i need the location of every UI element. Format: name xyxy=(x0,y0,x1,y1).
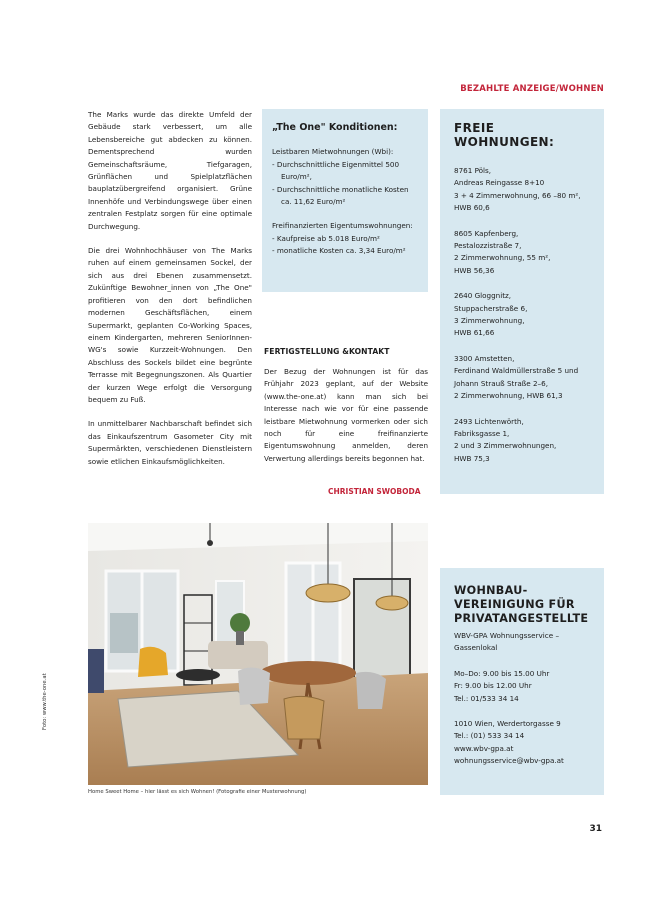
entry-line: 3 Zimmerwohnung, xyxy=(454,316,525,326)
entry-line: 3 + 4 Zimmerwohnung, 66 –80 m², xyxy=(454,190,581,200)
apartment-photo xyxy=(88,523,428,785)
paragraph: The Marks wurde das direkte Umfeld der Gebäude stark verbessert, um alle Lebensbereiche gut abdecken zu können. Dementsprechend wurden Gemeinschaftsräume, Tiefgaragen, Grünflächen und Spielplatzflächen bauplatzübergreifend organisiert. Grüne Innenhöfe und Verbindungswege über einen zentralen Festplatz sorgen für eine optimale Durchwegung. xyxy=(88,110,252,231)
photo-caption: Home Sweet Home – hier lässt es sich Wohnen! (Fotografie einer Musterwohnung) xyxy=(88,789,307,795)
free-flats-title: FREIE WOHNUNGEN: xyxy=(454,121,555,149)
entry-line: 8761 Pöls, xyxy=(454,166,492,175)
phone-line: Tel.: 01/533 34 14 xyxy=(454,693,519,703)
list-item xyxy=(454,353,590,403)
hours-line: Fr: 9.00 bis 12.00 Uhr xyxy=(454,681,532,691)
paragraph: Die drei Wohnhochhäuser von The Marks ruhen auf einem gemeinsamen Sockel, der sich aus drei Ebenen zusammensetzt. Zukünftige Bewohner_innen von „The One" profitieren von den dort befindlichen modernen Geschäftsflächen, einem Supermarkt, geplanten Co-Working Spaces, einem Kindergarten, mehreren SeniorInnen-WG's sowie Kurzzeit-Wohnungen. Den Abschluss des Sockels bildet eine begrünte Terrasse mit Begegnungszonen. Als Quartier der kurzen Wege erfolgt die Versorgung bequem zu Fuß. xyxy=(88,246,252,404)
conditions-title: „The One" Konditionen: xyxy=(272,122,398,133)
list-item xyxy=(454,416,590,466)
interior-illustration xyxy=(88,523,428,785)
address-line: 1010 Wien, Werdertorgasse 9 xyxy=(454,719,561,729)
website-link[interactable]: www.wbv-gpa.at xyxy=(454,743,514,753)
entry-line: 2 und 3 Zimmerwohnungen, xyxy=(454,441,557,451)
list-item xyxy=(454,165,590,215)
entry-line: Pestalozzistraße 7, xyxy=(454,241,522,251)
association-title: WOHNBAU-VEREINIGUNG FÜR PRIVATANGESTELLTE xyxy=(454,584,589,625)
list-item: - Durchschnittliche monatliche Kosten ca. 11,62 Euro/m² xyxy=(272,184,409,207)
entry-line: HWB 61,66 xyxy=(454,328,495,338)
author-byline: CHRISTIAN SWOBODA xyxy=(328,487,421,496)
entry-line: 8605 Kapfenberg, xyxy=(454,228,519,238)
free-flats-box xyxy=(440,109,604,494)
association-subtitle: WBV-GPA Wohnungsservice – Gassenlokal xyxy=(454,631,560,653)
list-item: - Durchschnittliche Eigenmittel 500 Euro/m², xyxy=(272,159,400,182)
entry-line: 2493 Lichtenwörth, xyxy=(454,416,524,426)
contact-block xyxy=(454,718,590,768)
association-box xyxy=(440,568,604,795)
entry-line: 3300 Amstetten, xyxy=(454,353,515,363)
opening-hours xyxy=(454,668,590,705)
list-item xyxy=(454,290,590,340)
email-link[interactable]: wohnungsservice@wbv-gpa.at xyxy=(454,756,564,766)
hours-line: Mo–Do: 9.00 bis 15.00 Uhr xyxy=(454,668,550,678)
page-number: 31 xyxy=(589,824,602,834)
ownership-heading: Freifinanzierten Eigentumswohnungen: xyxy=(272,221,413,231)
list-item: - Kaufpreise ab 5.018 Euro/m² xyxy=(272,233,380,243)
entry-line: HWB 75,3 xyxy=(454,453,490,463)
rental-heading: Leistbaren Mietwohnungen (Wbi): xyxy=(272,147,394,157)
section-kicker: BEZAHLTE ANZEIGE/WOHNEN xyxy=(460,84,604,94)
completion-section xyxy=(264,347,428,465)
completion-heading: FERTIGSTELLUNG &KONTAKT xyxy=(264,347,390,356)
entry-line: Fabriksgasse 1, xyxy=(454,428,510,438)
conditions-box xyxy=(262,109,428,292)
entry-line: Ferdinand Waldmüllerstraße 5 und Johann Strauß Straße 2–6, xyxy=(454,366,579,388)
ownership-conditions xyxy=(272,220,418,257)
entry-line: Stuppacherstraße 6, xyxy=(454,303,528,313)
completion-text: Der Bezug der Wohnungen ist für das Frühjahr 2023 geplant, auf der Website (www.the-one.at) kann man sich bei Interesse nach wie vor für eine passende leistbare Mietwohnung vormerken oder sich noch für eine freifinanzierte Eigentumswohnung anmelden, deren Verwertung allerdings bereits begonnen hat. xyxy=(264,367,428,463)
entry-line: 2 Zimmerwohnung, 55 m², xyxy=(454,253,551,263)
rental-conditions xyxy=(272,146,418,208)
entry-line: HWB 56,36 xyxy=(454,265,495,275)
entry-line: 2640 Gloggnitz, xyxy=(454,291,512,301)
entry-line: Andreas Reingasse 8+10 xyxy=(454,178,545,188)
phone-line: Tel.: (01) 533 34 14 xyxy=(454,731,525,741)
paragraph: In unmittelbarer Nachbarschaft befindet sich das Einkaufszentrum Gasometer City mit Supermärkten, verschiedenen Dienstleistern sowie etlichen Einkaufsmöglichkeiten. xyxy=(88,419,252,466)
article-body xyxy=(88,109,252,480)
entry-line: HWB 60,6 xyxy=(454,203,490,213)
entry-line: 2 Zimmerwohnung, HWB 61,3 xyxy=(454,391,563,401)
list-item xyxy=(454,228,590,278)
photo-credit: Foto: www.the-one.at xyxy=(42,673,48,730)
list-item: - monatliche Kosten ca. 3,34 Euro/m² xyxy=(272,246,406,256)
